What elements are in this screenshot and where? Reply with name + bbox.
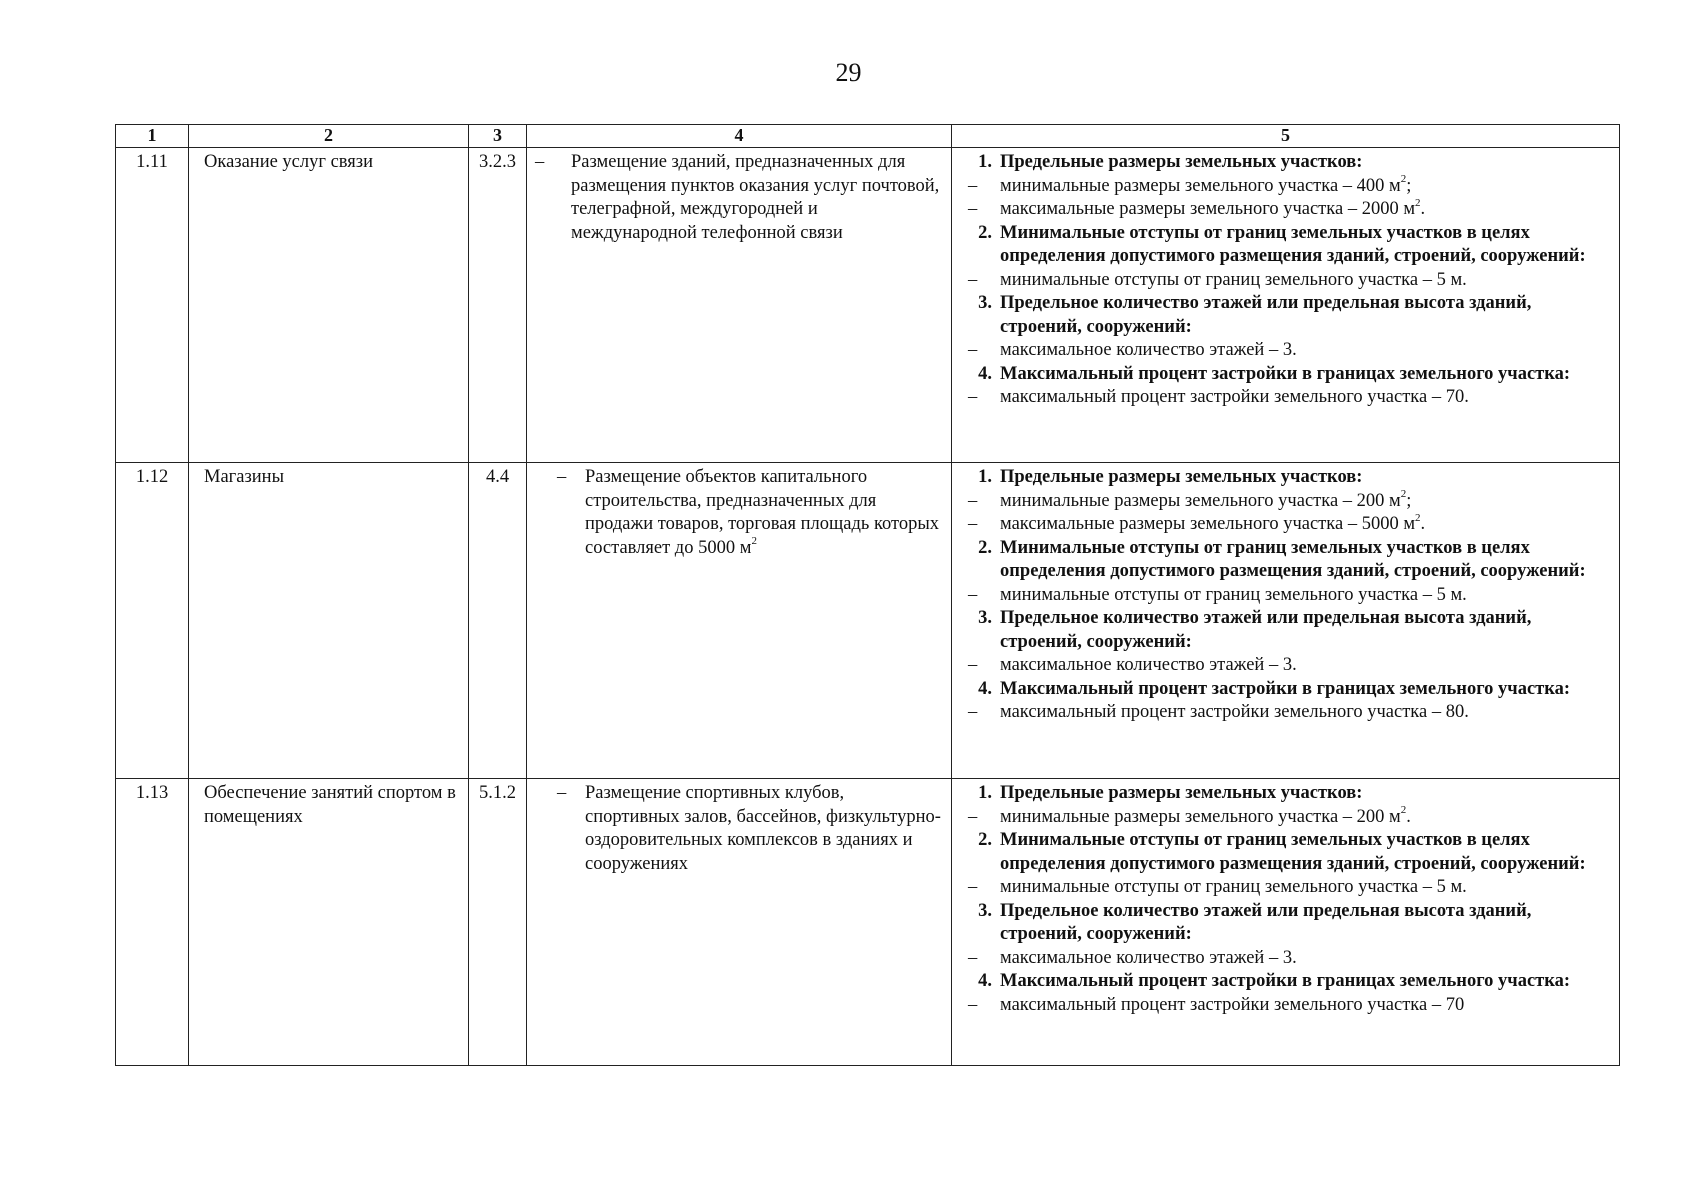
use-name: Магазины <box>189 463 469 779</box>
param-value: максимальное количество этажей – 3. <box>1000 340 1297 360</box>
row-number: 1.12 <box>116 463 189 779</box>
dash-bullet: – <box>968 806 978 827</box>
superscript: 2 <box>1400 173 1407 186</box>
dash-bullet: – <box>968 175 978 196</box>
param-heading: Минимальные отступы от границ земельных участков в целях определения допустимого размещения зданий, строений, сооружений: <box>1000 222 1586 266</box>
param-value: максимальные размеры земельного участка – 5000 м <box>1000 514 1416 534</box>
param-heading: Предельное количество этажей или предельная высота зданий, строений, сооружений: <box>1000 608 1532 652</box>
use-description <box>527 463 952 779</box>
param-value: минимальные отступы от границ земельного участка – 5 м. <box>1000 584 1467 605</box>
param-heading: Минимальные отступы от границ земельных участков в целях определения допустимого размещения зданий, строений, сооружений: <box>1000 830 1586 874</box>
list-number: 1. <box>978 152 992 172</box>
use-name: Оказание услуг связи <box>189 148 469 463</box>
use-code: 3.2.3 <box>469 148 527 463</box>
dash-bullet: – <box>968 877 978 897</box>
table-row <box>116 148 1620 463</box>
list-number: 4. <box>978 678 992 699</box>
regulations-table <box>115 124 1620 1066</box>
punct: . <box>1406 806 1411 827</box>
dash-bullet: – <box>968 702 978 722</box>
param-value: минимальные отступы от границ земельного участка – 5 м. <box>1000 877 1467 897</box>
param-heading: Минимальные отступы от границ земельных участков в целях определения допустимого размещения зданий, строений, сооружений: <box>1000 537 1586 581</box>
list-number: 1. <box>978 783 992 803</box>
dash-bullet: – <box>557 467 567 487</box>
list-number: 4. <box>978 971 992 991</box>
param-value: максимальный процент застройки земельного участка – 80. <box>1000 702 1469 722</box>
table-row <box>116 779 1620 1066</box>
superscript: 2 <box>751 535 757 548</box>
param-heading: Предельные размеры земельных участков: <box>1000 783 1363 803</box>
dash-bullet: – <box>535 152 545 172</box>
superscript: 2 <box>1415 511 1421 524</box>
use-description <box>527 779 952 1066</box>
dash-bullet: – <box>968 269 978 290</box>
superscript: 2 <box>1415 196 1421 209</box>
list-number: 2. <box>978 537 992 558</box>
dash-bullet: – <box>968 490 978 511</box>
use-code: 5.1.2 <box>469 779 527 1066</box>
dash-bullet: – <box>968 514 978 534</box>
param-heading: Предельные размеры земельных участков: <box>1000 152 1363 172</box>
param-heading: Максимальный процент застройки в границах земельного участка: <box>1000 363 1571 384</box>
param-heading: Максимальный процент застройки в границах земельного участка: <box>1000 678 1571 699</box>
list-number: 4. <box>978 363 992 384</box>
page-number: 29 <box>835 58 862 87</box>
param-value: минимальные размеры земельного участка – 400 м <box>1000 175 1401 196</box>
header-col-5: 5 <box>952 125 1620 148</box>
superscript: 2 <box>1400 804 1407 817</box>
param-value: минимальные размеры земельного участка – 200 м <box>1000 806 1401 827</box>
param-heading: Предельные размеры земельных участков: <box>1000 467 1363 487</box>
parameters-cell <box>952 148 1620 463</box>
param-value: максимальный процент застройки земельного участка – 70 <box>1000 994 1465 1015</box>
header-col-2: 2 <box>189 125 469 148</box>
dash-bullet: – <box>968 199 978 219</box>
list-number: 3. <box>978 293 992 313</box>
param-value: максимальное количество этажей – 3. <box>1000 947 1297 968</box>
header-col-1: 1 <box>116 125 189 148</box>
dash-bullet: – <box>968 655 978 675</box>
parameters-cell <box>952 463 1620 779</box>
punct: ; <box>1406 490 1412 511</box>
dash-bullet: – <box>968 387 978 407</box>
list-number: 1. <box>978 467 992 487</box>
dash-bullet: – <box>968 947 978 968</box>
dash-bullet: – <box>968 340 978 360</box>
table-row <box>116 463 1620 779</box>
row-number: 1.13 <box>116 779 189 1066</box>
param-value: максимальный процент застройки земельного участка – 70. <box>1000 387 1469 407</box>
dash-bullet: – <box>557 783 567 803</box>
punct: ; <box>1406 175 1412 196</box>
list-number: 2. <box>978 830 992 850</box>
description-text: Размещение объектов капитального строительства, предназначенных для продажи товаров, торговая площадь которых составляет до 5000 м <box>585 467 940 558</box>
superscript: 2 <box>1400 488 1407 501</box>
punct: . <box>1420 514 1426 534</box>
header-col-3: 3 <box>469 125 527 148</box>
param-heading: Максимальный процент застройки в границах земельного участка: <box>1000 971 1571 991</box>
param-value: максимальное количество этажей – 3. <box>1000 655 1297 675</box>
use-code: 4.4 <box>469 463 527 779</box>
param-heading: Предельное количество этажей или предельная высота зданий, строений, сооружений: <box>1000 900 1532 944</box>
punct: . <box>1420 199 1426 219</box>
row-number: 1.11 <box>116 148 189 463</box>
header-col-4: 4 <box>527 125 952 148</box>
description-text: Размещение зданий, предназначенных для размещения пунктов оказания услуг почтовой, телеграфной, междугородней и международной телефонной связи <box>571 152 940 243</box>
dash-bullet: – <box>968 994 978 1015</box>
list-number: 3. <box>978 900 992 921</box>
use-description <box>527 148 952 463</box>
param-value: максимальные размеры земельного участка – 2000 м <box>1000 199 1416 219</box>
parameters-cell <box>952 779 1620 1066</box>
list-number: 3. <box>978 608 992 628</box>
table-header-row <box>116 125 1620 148</box>
param-heading: Предельное количество этажей или предельная высота зданий, строений, сооружений: <box>1000 293 1532 337</box>
list-number: 2. <box>978 222 992 243</box>
param-value: минимальные размеры земельного участка – 200 м <box>1000 490 1401 511</box>
param-value: минимальные отступы от границ земельного участка – 5 м. <box>1000 269 1467 290</box>
description-text: Размещение спортивных клубов, спортивных залов, бассейнов, физкультурно-оздоровительных комплексов в зданиях и сооружениях <box>585 783 941 874</box>
dash-bullet: – <box>968 584 978 605</box>
use-name: Обеспечение занятий спортом в помещениях <box>189 779 469 1066</box>
